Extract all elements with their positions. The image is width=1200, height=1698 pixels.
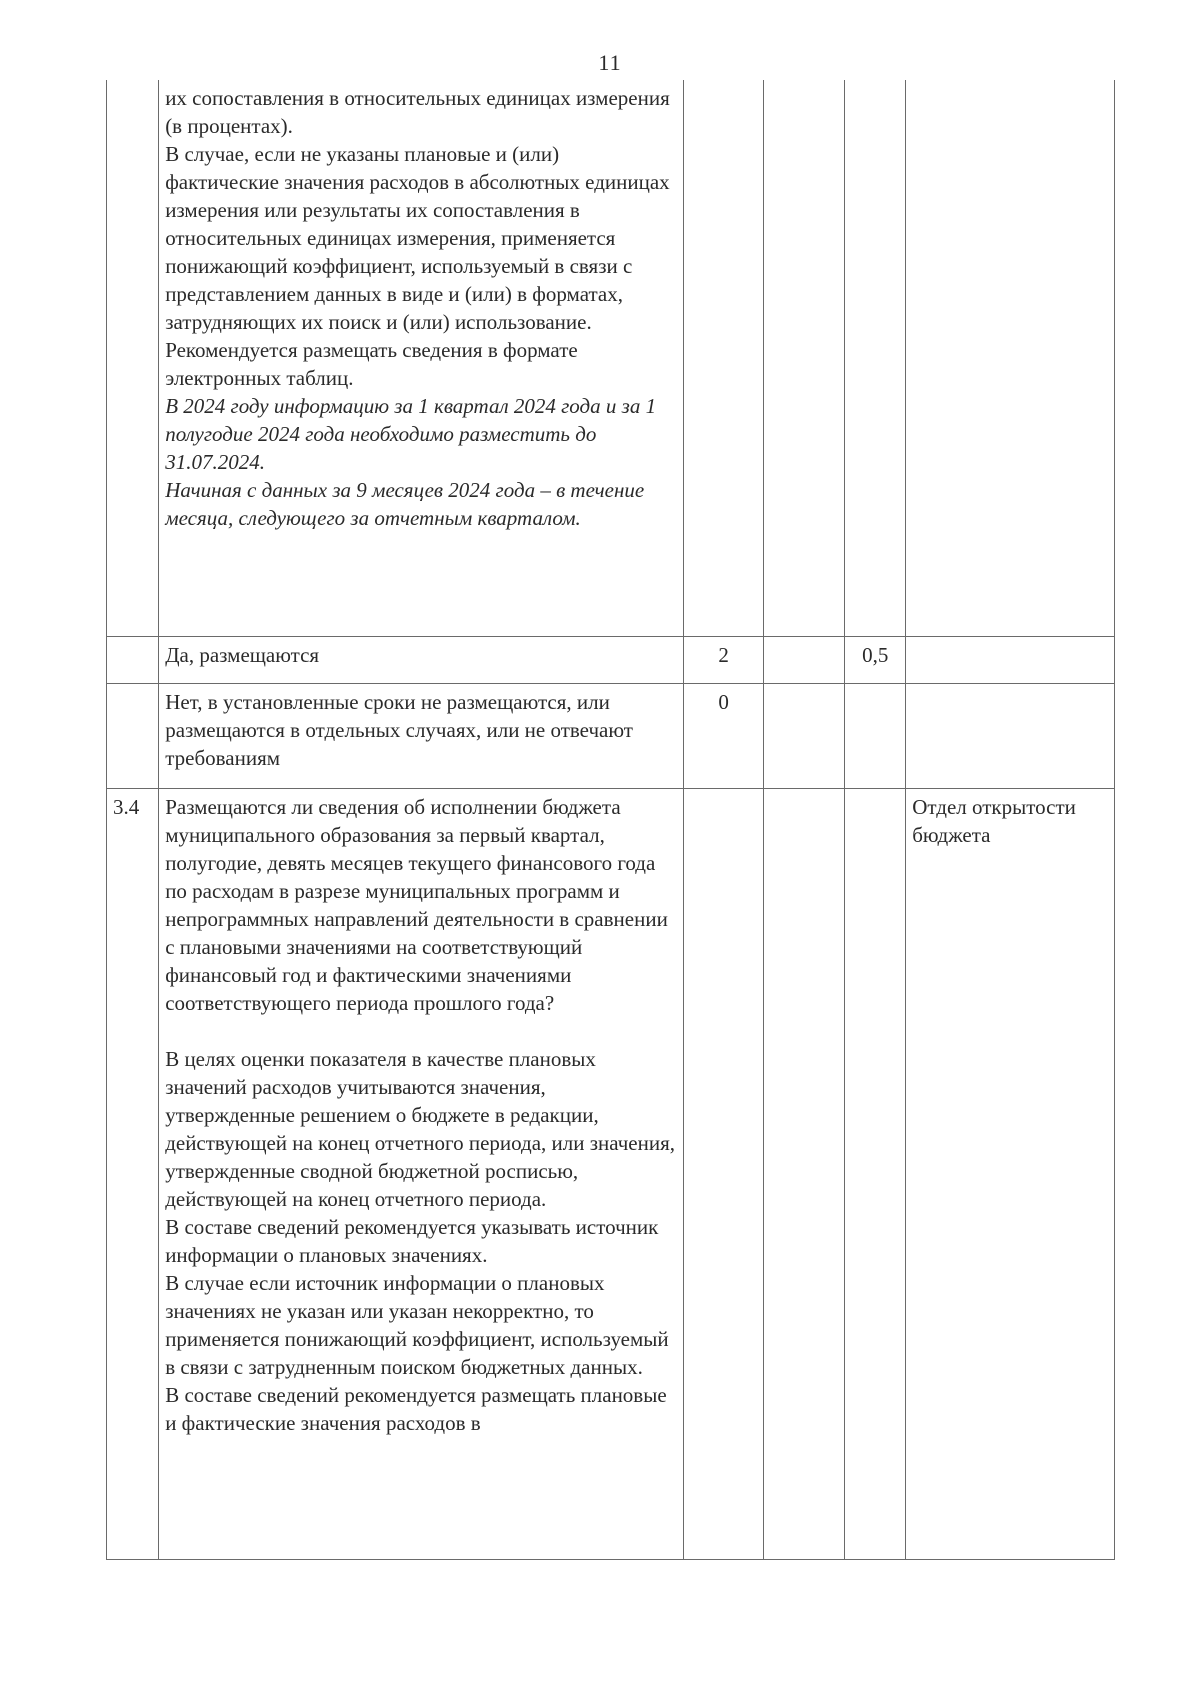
number-cell [107, 637, 159, 684]
evaluation-table [106, 80, 1115, 1560]
score-value: 2 [684, 637, 763, 684]
coefficient-cell [845, 684, 906, 789]
coefficient-cell [845, 80, 906, 637]
paragraph-spacer [165, 1017, 677, 1045]
paragraph: В случае если источник информации о плановых значениях не указан или указан некорректно, то применяется понижающий коэффициент, используемый в связи с затрудненным поиском бюджетных данных. [165, 1271, 669, 1379]
table-row-answer-no [107, 684, 1115, 789]
table-row-continued [107, 80, 1115, 637]
score-cell [684, 80, 763, 637]
paragraph: их сопоставления в относительных единицах измерения (в процентах). [165, 86, 670, 138]
answer-text: Да, размещаются [159, 637, 684, 684]
responsible-cell [906, 80, 1115, 637]
coefficient-value: 0,5 [845, 637, 906, 684]
paragraph: В целях оценки показателя в качестве плановых значений расходов учитываются значения, утвержденные решением о бюджете в редакции, действующей на конец отчетного периода, или значения, утвержденные сводной бюджетной росписью, действующей на конец отчетного периода. [165, 1047, 676, 1211]
italic-paragraph: Начиная с данных за 9 месяцев 2024 года – в течение месяца, следующего за отчетным кварталом. [165, 478, 645, 530]
responsible-cell [906, 637, 1115, 684]
number-cell [107, 80, 159, 637]
number-cell [107, 684, 159, 789]
description-cell [159, 789, 684, 1560]
score-value: 0 [684, 684, 763, 789]
value-cell [763, 80, 845, 637]
paragraph: В составе сведений рекомендуется указывать источник информации о плановых значениях. [165, 1215, 659, 1267]
paragraph: Рекомендуется размещать сведения в формате электронных таблиц. [165, 338, 578, 390]
paragraph: В составе сведений рекомендуется размещать плановые и фактические значения расходов в [165, 1383, 667, 1435]
answer-text: Нет, в установленные сроки не размещаются, или размещаются в отдельных случаях, или не отвечают требованиям [159, 684, 684, 789]
paragraph: В случае, если не указаны плановые и (или) фактические значения расходов в абсолютных единицах измерения или результаты их сопоставления в относительных единицах измерения, применяется понижающий коэффициент, используемый в связи с представлением данных в виде и (или) в форматах, затрудняющих их поиск и (или) использование. [165, 142, 670, 334]
value-cell [763, 789, 845, 1560]
coefficient-cell [845, 789, 906, 1560]
value-cell [763, 684, 845, 789]
page-number: 11 [598, 50, 622, 75]
responsible-cell [906, 684, 1115, 789]
question-text: Размещаются ли сведения об исполнении бюджета муниципального образования за первый квартал, полугодие, девять месяцев текущего финансового года по расходам в разрезе муниципальных программ и непрограммных направлений деятельности в сравнении с плановыми значениями на соответствующий финансовый год и фактическими значениями соответствующего периода прошлого года? [165, 795, 668, 1015]
italic-paragraph: В 2024 году информацию за 1 квартал 2024 года и за 1 полугодие 2024 года необходимо разместить до 31.07.2024. [165, 394, 657, 474]
responsible-text: Отдел открытости бюджета [906, 789, 1115, 1560]
score-cell [684, 789, 763, 1560]
table-row-item-3-4 [107, 789, 1115, 1560]
description-cell [159, 80, 684, 637]
value-cell [763, 637, 845, 684]
item-number: 3.4 [107, 789, 159, 1560]
table-row-answer-yes [107, 637, 1115, 684]
